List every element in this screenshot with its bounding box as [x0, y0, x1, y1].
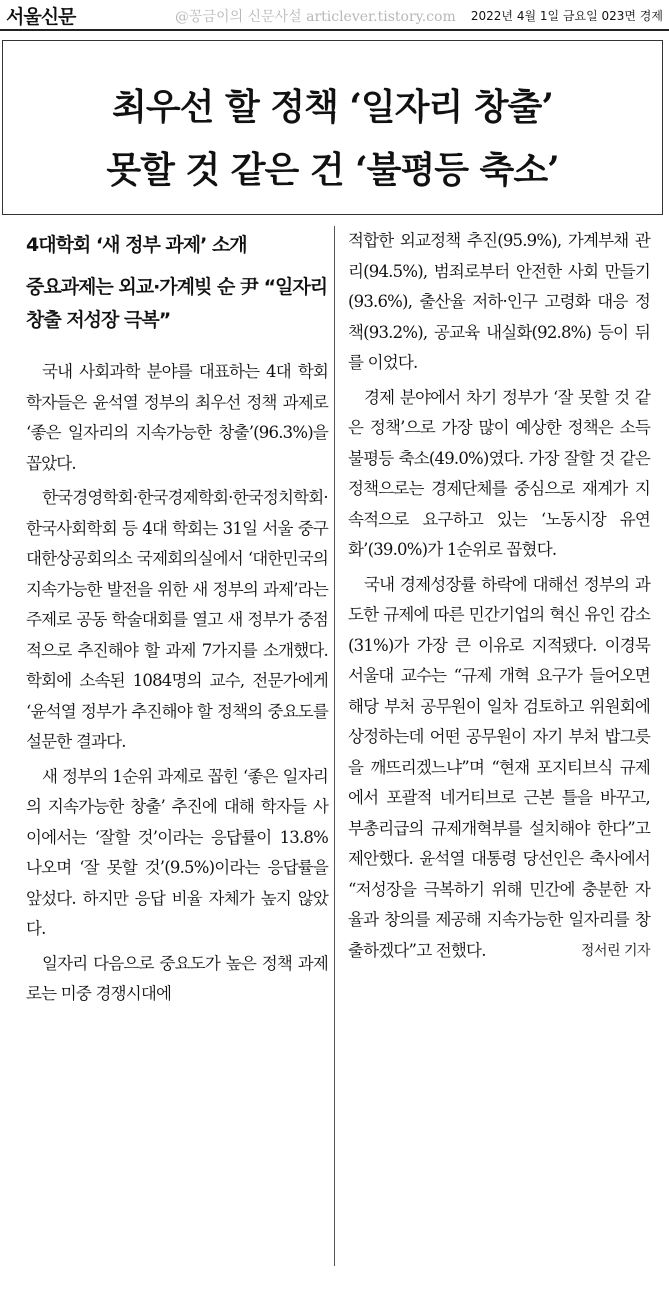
column-divider [334, 226, 335, 1266]
headline-line-1: 최우선 할 정책 ‘일자리 창출’ [112, 86, 553, 128]
kicker-subhead: 4대학회 ‘새 정부 과제’ 소개 [26, 234, 247, 256]
body-paragraph: 경제 분야에서 차기 정부가 ‘잘 못할 것 같은 정책’으로 가장 많이 예상한 정책은 소득 불평등 축소(49.0%)였다. 가장 잘할 것 같은 정책으로는 경제단체를 중심으로 재계가 지속적으로 요구하고 있는 ‘노동시장 유연화’(39.0%)가 1순위로 꼽혔다. [348, 387, 650, 559]
reporter-byline: 정서린 기자 [580, 943, 650, 959]
headline-line-2: 못할 것 같은 건 ‘불평등 축소’ [106, 149, 559, 191]
body-paragraph: 국내 경제성장률 하락에 대해선 정부의 과도한 규제에 따른 민간기업의 혁신 유인 감소(31%)가 가장 큰 이유로 지적됐다. 이경묵 서울대 교수는 “규제 개혁 요구가 들어오면 해당 부처 공무원이 일차 검토하고 위원회에 상정하는데 어떤 공무원이 자기 부처 밥그릇을 깨뜨리겠느냐”며 “현재 포지티브식 규제에서 포괄적 네거티브로 근본 틀을 바꾸고, 부총리급의 규제개혁부를 설치해야 한다”고 제안했다. 윤석열 대통령 당선인은 축사에서 “저성장을 극복하기 위해 민간에 충분한 자율과 창의를 제공해 지속가능한 일자리를 창출하겠다”고 전했다. [348, 574, 650, 960]
deck-subhead: 중요과제는 외교·가계빚 순 尹 “일자리 창출 저성장 극복” [26, 276, 328, 331]
body-paragraph: 새 정부의 1순위 과제로 꼽힌 ‘좋은 일자리의 지속가능한 창출’ 추진에 대해 학자들 사이에서는 ‘잘할 것’이라는 응답률이 13.8% 나오며 ‘잘 못할 것’(9.5%)이라는 응답률을 앞섰다. 하지만 응답 비율 자체가 높지 않았다. [26, 766, 328, 938]
article-column-right [348, 226, 650, 960]
body-paragraph: 한국경영학회·한국경제학회·한국정치학회·한국사회학회 등 4대 학회는 31일 서울 중구 대한상공회의소 국제회의실에서 ‘대한민국의 지속가능한 발전을 위한 새 정부의 과제’라는 주제로 공동 학술대회를 열고 새 정부가 중점적으로 추진해야 할 과제 7가지를 소개했다. 학회에 소속된 1084명의 교수, 전문가에게 ‘윤석열 정부가 추진해야 할 정책의 중요도를 설문한 결과다. [26, 488, 328, 751]
page-header [0, 0, 669, 30]
body-paragraph: 일자리 다음으로 중요도가 높은 정책 과제로는 미중 경쟁시대에 [26, 953, 328, 1003]
issue-dateline: 2022년 4월 1일 금요일 023면 경제 [470, 9, 663, 23]
newspaper-masthead: 서울신문 [6, 6, 76, 28]
body-paragraph: 적합한 외교정책 추진(95.9%), 가계부채 관리(94.5%), 범죄로부터 안전한 사회 만들기(93.6%), 출산율 저하·인구 고령화 대응 정책(93.2%), 공교육 내실화(92.8%) 등이 뒤를 이었다. [348, 231, 650, 372]
article-column-left [26, 226, 328, 1014]
headline-box [2, 40, 663, 215]
header-rule [0, 29, 669, 31]
blog-watermark: @꽁금이의 신문사설 articlever.tistory.com [175, 9, 456, 25]
body-paragraph: 국내 사회과학 분야를 대표하는 4대 학회 학자들은 윤석열 정부의 최우선 정책 과제로 ‘좋은 일자리의 지속가능한 창출’(96.3%)을 꼽았다. [26, 362, 328, 473]
